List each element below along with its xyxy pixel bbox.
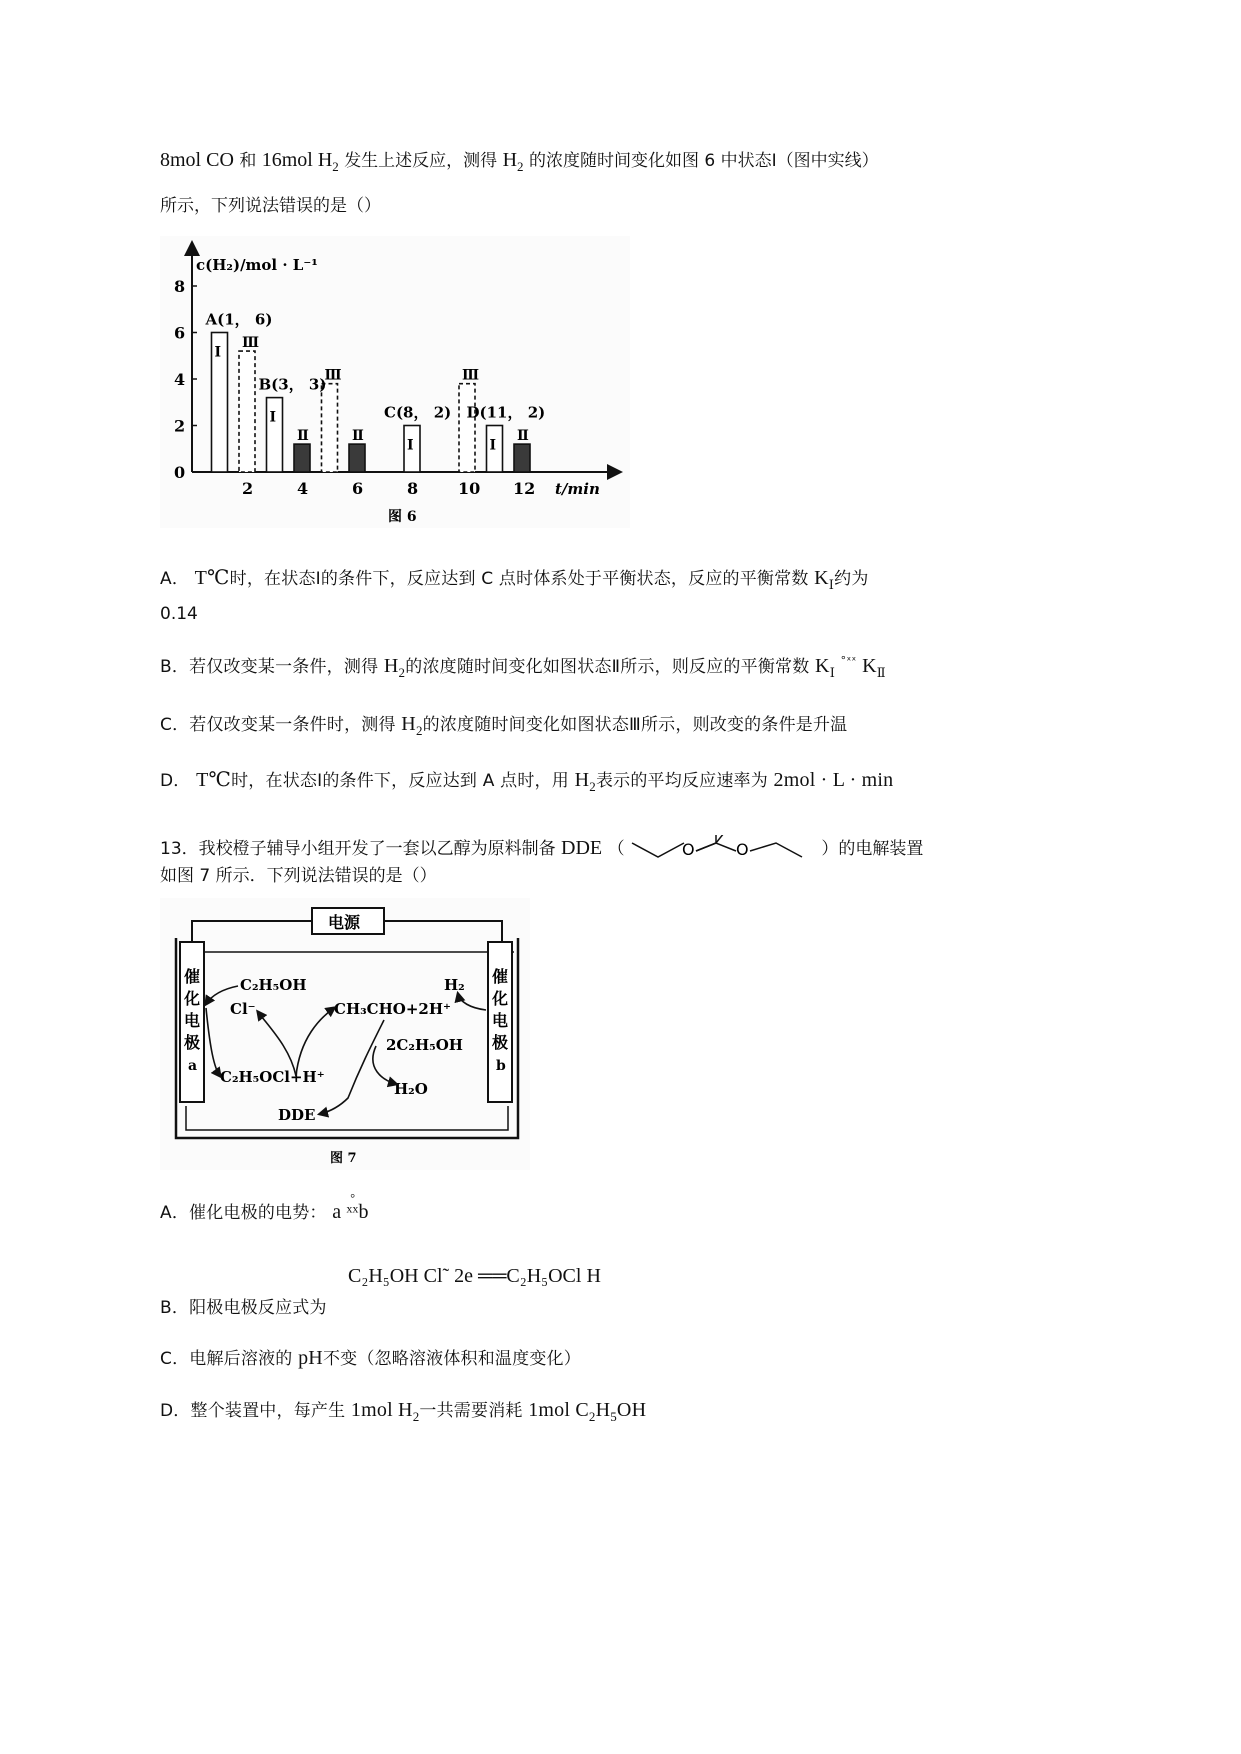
svg-text:b: b <box>496 1058 506 1074</box>
q13-option-a-label: A． <box>160 1203 190 1223</box>
x-tick-label: 8 <box>407 479 419 498</box>
q12-intro-rest: 的浓度随时间变化如图 6 中状态Ⅰ（图中实线） <box>528 151 879 171</box>
q12-option-c <box>160 712 847 739</box>
y-tick-label: 8 <box>174 277 186 296</box>
bar-state-label: Ⅲ <box>462 367 480 384</box>
option-a-k: $K_Ⅰ$ <box>814 567 835 592</box>
option-c-label: C． <box>160 715 190 735</box>
option-b-h2: $H_2$ <box>383 655 406 680</box>
bar-state-label: Ⅲ <box>324 367 342 384</box>
bar-filled <box>294 444 310 472</box>
y-tick-label: 6 <box>174 323 186 343</box>
q13-option-a-text: 催化电极的电势： <box>189 1203 327 1223</box>
figure-6-chart <box>160 236 630 533</box>
bar-state-label: Ⅲ <box>242 335 260 352</box>
option-b-text1: 若仅改变某一条件，测得 <box>189 657 379 677</box>
svg-text:化: 化 <box>184 989 201 1008</box>
option-c-h2: $H_2$ <box>401 713 423 738</box>
option-c-text1: 若仅改变某一条件时，测得 <box>189 715 396 735</box>
dde-structure <box>630 835 816 863</box>
q13-option-d-h2: 1mol $H_2$ <box>350 1399 420 1424</box>
q12-option-b <box>160 654 886 681</box>
svg-text:极: 极 <box>184 1033 201 1052</box>
q13-option-b-formula: C₂H₅OH Cl˜ 2e ══C₂H₅OCl H <box>348 1265 601 1287</box>
option-c-text2: 的浓度随时间变化如图状态Ⅲ所示，则改变的条件是升温 <box>422 715 848 735</box>
option-d-h2: $H_2$ <box>574 769 596 794</box>
q13-option-d-ethanol: 1mol $C_2H_5OH$ <box>528 1399 647 1424</box>
species-dde: DDE <box>278 1106 316 1124</box>
q13-option-c-text2: 不变（忽略溶液体积和温度变化） <box>322 1349 581 1369</box>
bar-state-label: Ⅰ <box>407 437 414 454</box>
electrolysis-svg <box>160 898 530 1170</box>
svg-text:极: 极 <box>492 1033 509 1052</box>
q13-dde: DDE <box>561 837 603 859</box>
x-tick-label: 2 <box>242 479 254 498</box>
q13-line2: 如图 7 所示．下列说法错误的是（） <box>160 866 437 886</box>
option-b-k2: $K_Ⅱ$ <box>862 655 886 680</box>
point-annotation: C(8， 2) <box>384 403 452 422</box>
q12-h2-amount: 16mol $H_2$ <box>261 149 339 174</box>
figure-7-diagram <box>160 898 530 1175</box>
option-d-temp: T℃ <box>196 769 232 791</box>
point-annotation: B(3， 3) <box>258 375 327 394</box>
x-axis-label: t/min <box>555 480 600 498</box>
point-annotation: D(11， 2) <box>466 403 546 422</box>
bar-state-label: Ⅰ <box>489 437 497 454</box>
q12-intro-line1 <box>160 148 879 175</box>
q13-option-c-label: C． <box>160 1349 190 1369</box>
q13-option-a <box>160 1191 369 1224</box>
q13-option-a-formula: a ˣˣb ° <box>332 1191 369 1223</box>
svg-text:O: O <box>735 840 749 859</box>
option-b-label: B． <box>160 657 190 677</box>
q12-intro-line2: 所示，下列说法错误的是（） <box>160 196 381 216</box>
svg-text:电: 电 <box>184 1011 201 1030</box>
bar-filled <box>514 444 530 472</box>
q12-h2-symbol: $H_2$ <box>502 149 524 174</box>
x-tick-label: 6 <box>352 479 364 498</box>
point-annotation: A(1， 6) <box>205 310 273 329</box>
option-a-text1: 时，在状态Ⅰ的条件下，反应达到 C 点时体系处于平衡状态，反应的平衡常数 <box>229 569 809 589</box>
x-tick-label: 4 <box>297 479 309 498</box>
species-hydrogen: H₂ <box>444 976 465 994</box>
bar-filled <box>349 444 365 472</box>
svg-text:电: 电 <box>492 1011 509 1030</box>
q13-option-d-label: D． <box>160 1401 191 1421</box>
x-tick-label: 10 <box>458 479 481 498</box>
bar-state-label: Ⅰ <box>214 344 222 361</box>
y-tick-label: 4 <box>174 370 186 389</box>
q12-intro-mid: 发生上述反应，测得 <box>344 151 498 171</box>
bar-dashed <box>459 384 475 472</box>
q13-paren-close: ）的电解装置 <box>821 839 924 859</box>
species-acetaldehyde: CH₃CHO+2H⁺ <box>334 1000 451 1018</box>
q13-option-b-text: 阳极电极反应式为 <box>189 1298 327 1318</box>
option-b-k1: $K_Ⅰ$ <box>815 655 836 680</box>
species-water: H₂O <box>394 1080 428 1098</box>
q13-option-b <box>160 1298 327 1318</box>
y-axis-label: c(H₂)/mol · L⁻¹ <box>196 256 318 274</box>
svg-text:a: a <box>188 1058 198 1074</box>
q13-option-c <box>160 1346 581 1370</box>
species-ethyl-hypochlorite: C₂H₅OCl+H⁺ <box>220 1068 325 1086</box>
option-d-label: D． <box>160 771 191 791</box>
species-2-ethanol: 2C₂H₅OH <box>386 1036 463 1054</box>
q13-paren-open: （ <box>607 839 625 859</box>
q13-option-b-label: B． <box>160 1298 190 1318</box>
figure-6-caption: 图 6 <box>388 509 417 525</box>
bar-state-label: Ⅱ <box>352 428 364 445</box>
bar-state-label: Ⅱ <box>297 428 309 445</box>
option-d-rate: 2mol · L · min <box>773 769 894 791</box>
y-tick-label: 0 <box>174 463 186 482</box>
option-a-text2: 约为 <box>834 569 869 589</box>
option-a-temp: T℃ <box>194 567 230 589</box>
svg-text:催: 催 <box>492 967 509 986</box>
y-tick-label: 2 <box>174 416 186 436</box>
bar-dashed <box>322 384 338 472</box>
q12-option-a-cont: 0.14 <box>160 604 198 624</box>
svg-text:化: 化 <box>492 989 509 1008</box>
q13-option-d-text2: 一共需要消耗 <box>419 1401 523 1421</box>
svg-text:催: 催 <box>184 967 201 986</box>
bar-state-label: Ⅰ <box>269 409 277 426</box>
q12-co-amount: 8mol CO <box>160 149 234 171</box>
option-d-text2: 表示的平均反应速率为 <box>595 771 768 791</box>
q13-option-d-text1: 整个装置中，每产生 <box>190 1401 346 1421</box>
dde-skeletal-formula <box>630 835 816 863</box>
x-tick-label: 12 <box>513 479 536 498</box>
q13-option-d <box>160 1398 646 1425</box>
figure-7-caption: 图 7 <box>330 1151 357 1166</box>
q13-text: 13．我校橙子辅导小组开发了一套以乙醇为原料制备 <box>160 839 556 859</box>
bar-state-label: Ⅱ <box>517 428 529 445</box>
option-d-text1: 时，在状态Ⅰ的条件下，反应达到 A 点时，用 <box>231 771 569 791</box>
option-a-label: A． <box>160 569 190 589</box>
option-b-text2: 的浓度随时间变化如图状态Ⅱ所示，则反应的平衡常数 <box>405 657 810 677</box>
chart-svg <box>160 236 630 528</box>
bar-dashed <box>239 351 255 472</box>
q13-line1 <box>160 835 923 863</box>
q13-option-c-text1: 电解后溶液的 <box>189 1349 293 1369</box>
q12-option-a <box>160 566 869 593</box>
option-b-relation: °ˣˣ <box>840 654 857 667</box>
species-chloride: Cl⁻ <box>230 1000 256 1018</box>
svg-text:O: O <box>681 840 695 859</box>
power-source-label: 电源 <box>328 913 361 932</box>
q13-option-c-ph: pH <box>298 1347 323 1369</box>
species-ethanol: C₂H₅OH <box>240 976 307 994</box>
q12-option-d <box>160 768 893 795</box>
q12-he: 和 <box>239 151 257 171</box>
